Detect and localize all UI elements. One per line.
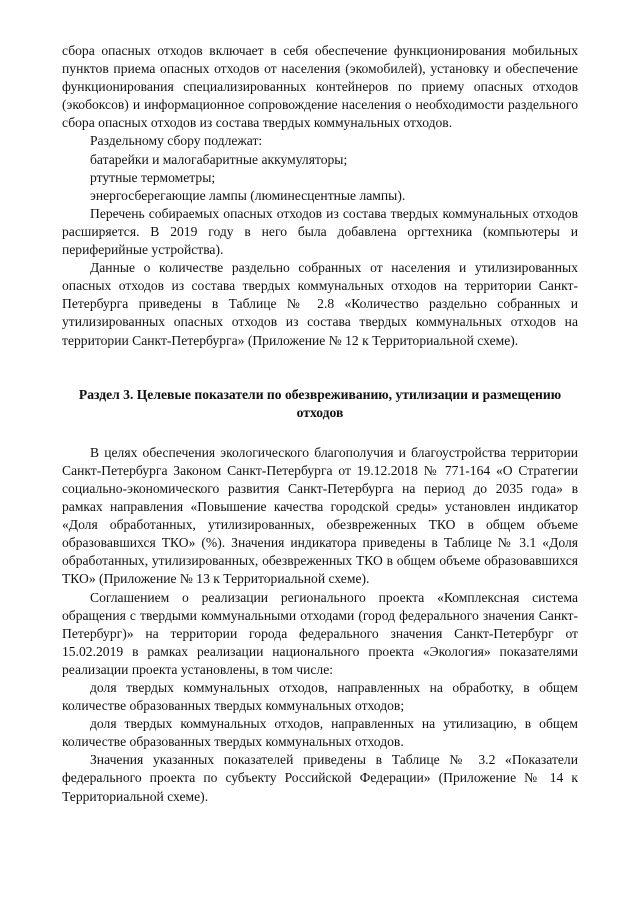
paragraph-table-2-8-reference: Данные о количестве раздельно собранных от населения и утилизированных опасных отходов из состава твердых коммунальных отходов на территории Санкт-Петербурга приведены в Таблице № 2.8 «Количество раздельно собранных и утилизированных опасных отходов из состава твердых коммунальных отходов на территории Санкт-Петербурга» (Приложение № 12 к Территориальной схеме). bbox=[62, 260, 578, 348]
list-item-thermometers: ртутные термометры; bbox=[90, 169, 216, 185]
paragraph-share-processing: доля твердых коммунальных отходов, направленных на обработку, в общем количестве образованных твердых коммунальных отходов; bbox=[62, 680, 578, 714]
list-item-batteries: батарейки и малогабаритные аккумуляторы; bbox=[90, 151, 348, 167]
list-item-lamps: энергосберегающие лампы (люминесцентные лампы). bbox=[90, 187, 406, 203]
document-page bbox=[62, 42, 578, 806]
section-3-heading: Раздел 3. Целевые показатели по обезвреживанию, утилизации и размещению отходов bbox=[78, 386, 562, 420]
paragraph-share-utilization: доля твердых коммунальных отходов, направленных на утилизацию, в общем количестве образованных твердых коммунальных отходов. bbox=[62, 716, 578, 750]
paragraph-list-expansion: Перечень собираемых опасных отходов из состава твердых коммунальных отходов расширяется. В 2019 году в него была добавлена оргтехника (компьютеры и периферийные устройства). bbox=[62, 205, 578, 258]
paragraph-table-3-2-reference: Значения указанных показателей приведены в Таблице № 3.2 «Показатели федерального проекта по субъекту Российской Федерации» (Приложение № 14 к Территориальной схеме). bbox=[62, 752, 578, 804]
paragraph-hazardous-collection: сбора опасных отходов включает в себя обеспечение функционирования мобильных пунктов приема опасных отходов от населения (экомобилей), установку и обеспечение функционирования специализированных контейнеров по приему опасных отходов (экобоксов) и информационное сопровождение населения о необходимости раздельного сбора опасных отходов из состава твердых коммунальных отходов. bbox=[62, 43, 578, 131]
paragraph-strategy-indicator: В целях обеспечения экологического благополучия и благоустройства территории Санкт-Петербурга Законом Санкт-Петербурга от 19.12.2018 № 771-164 «О Стратегии социально-экономического развития Санкт-Петербурга на период до 2035 года» в рамках направления «Повышение качества городской среды» установлен индикатор «Доля обработанных, утилизированных, обезвреженных ТКО в общем объеме образовавшихся ТКО» (%). Значения индикатора приведены в Таблице № 3.1 «Доля обработанных, утилизированных, обезвреженных ТКО в общем объеме образовавшихся ТКО» (Приложение № 13 к Территориальной схеме). bbox=[62, 444, 578, 587]
paragraph-regional-project: Соглашением о реализации регионального проекта «Комплексная система обращения с твердыми коммунальными отходами (город федерального значения Санкт-Петербург)» на территории города федерального значения Санкт-Петербург от 15.02.2019 в рамках реализации национального проекта «Экология» показателями реализации проекта установлены, в том числе: bbox=[62, 589, 578, 677]
paragraph-separate-collection-intro: Раздельному сбору подлежат: bbox=[90, 133, 263, 149]
